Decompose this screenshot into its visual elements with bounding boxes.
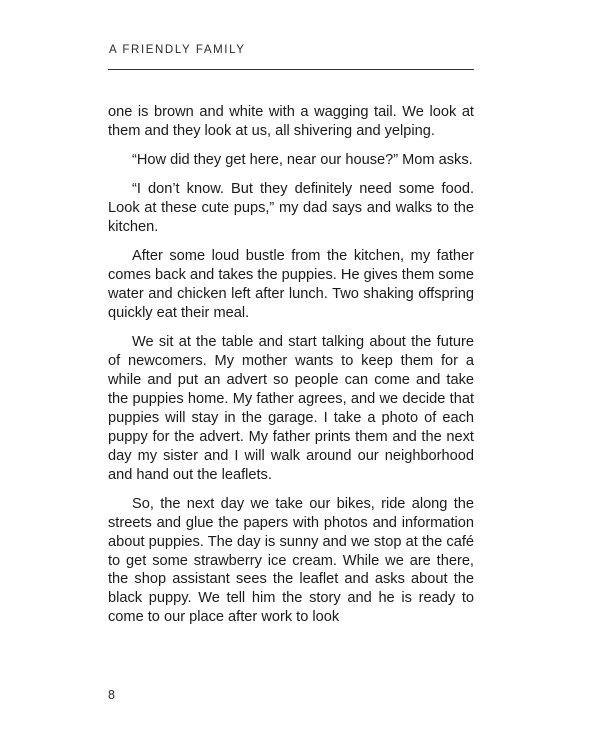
page-number: 8 (108, 688, 115, 702)
paragraph: one is brown and white with a wagging tail. We look at them and they look at us, all shivering and yelping. (108, 104, 474, 139)
running-head: A FRIENDLY FAMILY (109, 44, 246, 56)
paragraph: “How did they get here, near our house?” Mom asks. (132, 152, 473, 169)
paragraph: “I don’t know. But they definitely need some food. Look at these cute pups,” my dad says and walks to the kitchen. (108, 181, 474, 236)
paragraph: We sit at the table and start talking about the future of newcomers. My mother wants to keep them for a while and put an advert so people can come and take the puppies home. My father agrees, and we decide that puppies will stay in the garage. I take a photo of each puppy for the advert. My father prints them and the next day my sister and I will walk around our neighborhood and hand out the leaflets. (108, 334, 474, 483)
paragraph: So, the next day we take our bikes, ride along the streets and glue the papers with photos and information about puppies. The day is sunny and we stop at the café to get some strawberry ice cream. While we are there, the shop assistant sees the leaflet and asks about the black puppy. We tell him the story and he is ready to come to our place after work to look (108, 495, 474, 626)
body-text (108, 103, 474, 637)
header-rule (108, 69, 474, 70)
paragraph: After some loud bustle from the kitchen, my father comes back and takes the puppies. He gives them some water and chicken left after lunch. Two shaking offspring quickly eat their meal. (108, 248, 474, 322)
